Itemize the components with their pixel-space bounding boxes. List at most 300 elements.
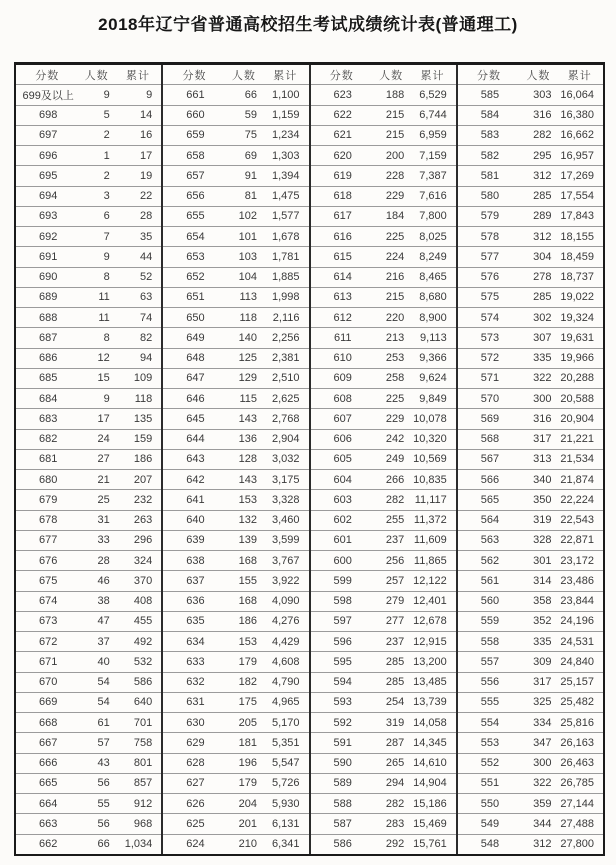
count-cell: 168 <box>238 595 258 608</box>
table-row <box>16 126 161 146</box>
count-cell: 319 <box>533 514 552 527</box>
cumulative-cell: 2,625 <box>271 392 300 405</box>
cumulative-cell: 82 <box>139 331 153 344</box>
score-cell: 645 <box>186 412 205 425</box>
score-cell: 641 <box>186 493 205 506</box>
score-cell: 609 <box>333 372 352 385</box>
score-cell: 640 <box>186 514 205 527</box>
score-cell: 586 <box>333 838 352 851</box>
cumulative-cell: 9,849 <box>419 392 447 405</box>
score-cell: 677 <box>39 534 58 547</box>
score-cell: 659 <box>186 129 205 142</box>
table-row <box>163 511 308 531</box>
cumulative-column-header: 累计 <box>273 69 298 82</box>
count-cell: 81 <box>244 190 258 203</box>
count-cell: 302 <box>533 311 552 324</box>
table-row <box>163 430 308 450</box>
table-row <box>163 227 308 247</box>
cumulative-cell: 186 <box>133 453 153 466</box>
table-row <box>163 308 308 328</box>
count-cell: 359 <box>533 797 552 810</box>
count-cell: 220 <box>385 311 405 324</box>
table-row <box>163 146 308 166</box>
table-row <box>16 754 161 774</box>
score-cell: 669 <box>39 696 58 709</box>
count-cell: 91 <box>244 169 258 182</box>
table-row <box>16 470 161 490</box>
cumulative-cell: 12,915 <box>413 635 447 648</box>
table-row <box>163 774 308 794</box>
table-row <box>458 754 603 774</box>
table-row <box>16 308 161 328</box>
table-row <box>16 733 161 753</box>
count-cell: 66 <box>97 838 110 851</box>
cumulative-cell: 18,155 <box>560 230 594 243</box>
cumulative-cell: 19,324 <box>560 311 594 324</box>
table-row <box>458 207 603 227</box>
score-cell: 557 <box>480 655 500 668</box>
cumulative-cell: 21,874 <box>560 473 594 486</box>
count-cell: 229 <box>385 190 405 203</box>
table-row <box>311 268 456 288</box>
score-cell: 625 <box>186 817 205 830</box>
cumulative-cell: 11,372 <box>413 514 447 527</box>
score-cell: 689 <box>39 291 58 304</box>
cumulative-cell: 74 <box>139 311 153 324</box>
count-cell: 59 <box>244 109 258 122</box>
count-cell: 8 <box>103 271 110 284</box>
count-cell: 255 <box>385 514 405 527</box>
count-cell: 313 <box>533 453 552 466</box>
score-cell: 656 <box>186 190 205 203</box>
score-cell: 576 <box>480 271 500 284</box>
count-cell: 316 <box>533 412 552 425</box>
score-cell: 552 <box>480 757 500 770</box>
count-cell: 279 <box>385 595 405 608</box>
count-cell: 317 <box>533 433 552 446</box>
cumulative-cell: 109 <box>133 372 153 385</box>
count-cell: 181 <box>238 736 258 749</box>
table-row <box>163 652 308 672</box>
score-cell: 596 <box>333 635 352 648</box>
score-cell: 691 <box>39 250 58 263</box>
cumulative-cell: 22,871 <box>560 534 594 547</box>
score-cell: 670 <box>39 676 58 689</box>
count-cell: 312 <box>533 169 552 182</box>
score-cell: 570 <box>480 392 500 405</box>
score-cell: 615 <box>333 250 352 263</box>
table-row <box>16 794 161 814</box>
table-row <box>16 430 161 450</box>
table-row <box>311 349 456 369</box>
score-cell: 643 <box>186 453 205 466</box>
score-cell: 594 <box>333 676 352 689</box>
table-row <box>16 673 161 693</box>
cumulative-cell: 701 <box>133 716 153 729</box>
count-cell: 2 <box>103 129 110 142</box>
score-cell: 623 <box>333 88 352 101</box>
table-row <box>458 673 603 693</box>
table-row <box>163 207 308 227</box>
count-cell: 5 <box>103 109 110 122</box>
cumulative-cell: 5,547 <box>271 757 300 770</box>
cumulative-cell: 9,624 <box>419 372 447 385</box>
page-title: 2018年辽宁省普通高校招生考试成绩统计表(普通理工) <box>98 15 518 34</box>
cumulative-cell: 4,790 <box>271 676 300 689</box>
count-cell: 224 <box>385 250 405 263</box>
score-cell: 672 <box>39 635 58 648</box>
cumulative-cell: 6,959 <box>419 129 447 142</box>
count-cell: 213 <box>385 331 405 344</box>
score-cell: 674 <box>39 595 58 608</box>
score-cell: 683 <box>39 412 58 425</box>
count-column-header: 人数 <box>526 69 551 82</box>
count-cell: 277 <box>385 615 405 628</box>
count-cell: 179 <box>238 777 258 790</box>
score-cell: 575 <box>480 291 500 304</box>
count-cell: 215 <box>385 291 405 304</box>
table-row <box>311 652 456 672</box>
score-cell: 632 <box>186 676 205 689</box>
cumulative-cell: 2,768 <box>271 412 300 425</box>
score-cell: 635 <box>186 615 205 628</box>
table-row <box>16 450 161 470</box>
count-cell: 168 <box>238 554 258 567</box>
cumulative-cell: 22 <box>139 190 153 203</box>
score-cell: 579 <box>480 210 500 223</box>
cumulative-cell: 7,387 <box>419 169 447 182</box>
table-row <box>311 673 456 693</box>
count-cell: 215 <box>385 109 405 122</box>
score-cell: 581 <box>480 169 500 182</box>
count-cell: 1 <box>103 149 110 162</box>
table-row <box>163 612 308 632</box>
table-row <box>311 592 456 612</box>
score-cell: 587 <box>333 817 352 830</box>
score-cell: 695 <box>39 169 58 182</box>
count-cell: 285 <box>533 190 552 203</box>
score-cell: 578 <box>480 230 500 243</box>
cumulative-cell: 8,680 <box>419 291 447 304</box>
table-row <box>311 430 456 450</box>
score-cell: 585 <box>480 88 500 101</box>
cumulative-cell: 6,529 <box>419 88 447 101</box>
table-row <box>16 207 161 227</box>
count-cell: 216 <box>385 271 405 284</box>
count-cell: 2 <box>103 169 110 182</box>
table-row <box>311 369 456 389</box>
cumulative-cell: 14 <box>139 109 153 122</box>
score-cell: 678 <box>39 514 58 527</box>
count-cell: 282 <box>385 493 405 506</box>
score-cell: 553 <box>480 736 500 749</box>
score-cell: 605 <box>333 453 352 466</box>
table-row <box>163 693 308 713</box>
count-cell: 139 <box>238 534 258 547</box>
cumulative-cell: 135 <box>133 412 153 425</box>
table-row <box>458 794 603 814</box>
count-cell: 237 <box>385 635 405 648</box>
count-cell: 322 <box>533 777 552 790</box>
table-row <box>458 774 603 794</box>
count-cell: 225 <box>385 392 405 405</box>
score-table <box>14 62 605 856</box>
table-row <box>163 490 308 510</box>
table-row <box>311 774 456 794</box>
cumulative-cell: 18,459 <box>560 250 594 263</box>
score-cell: 642 <box>186 473 205 486</box>
count-cell: 312 <box>533 230 552 243</box>
score-cell: 673 <box>39 615 58 628</box>
count-cell: 15 <box>97 372 110 385</box>
cumulative-column-header: 累计 <box>420 69 445 82</box>
score-cell: 671 <box>39 655 58 668</box>
cumulative-cell: 17,269 <box>560 169 594 182</box>
score-cell: 637 <box>186 574 205 587</box>
cumulative-cell: 15,186 <box>413 797 447 810</box>
cumulative-cell: 1,577 <box>271 210 300 223</box>
count-cell: 237 <box>385 534 405 547</box>
score-group <box>16 65 161 854</box>
count-cell: 304 <box>533 250 552 263</box>
score-cell: 621 <box>333 129 352 142</box>
cumulative-cell: 4,276 <box>271 615 300 628</box>
table-row <box>163 470 308 490</box>
table-row <box>311 106 456 126</box>
count-cell: 325 <box>533 696 552 709</box>
score-cell: 630 <box>186 716 205 729</box>
table-row <box>311 733 456 753</box>
cumulative-cell: 1,234 <box>271 129 300 142</box>
count-cell: 301 <box>533 554 552 567</box>
score-cell: 699及以上 <box>22 89 74 102</box>
table-row <box>16 268 161 288</box>
table-row <box>458 126 603 146</box>
count-cell: 352 <box>533 615 552 628</box>
count-cell: 132 <box>238 514 258 527</box>
table-row <box>311 389 456 409</box>
table-row <box>163 126 308 146</box>
count-cell: 322 <box>533 372 552 385</box>
cumulative-cell: 5,351 <box>271 736 300 749</box>
cumulative-cell: 25,816 <box>560 716 594 729</box>
score-cell: 698 <box>39 109 58 122</box>
cumulative-cell: 24,196 <box>560 615 594 628</box>
cumulative-cell: 8,025 <box>419 230 447 243</box>
table-row <box>311 713 456 733</box>
table-row <box>16 612 161 632</box>
table-row <box>16 227 161 247</box>
cumulative-cell: 12,678 <box>413 615 447 628</box>
table-row <box>163 328 308 348</box>
cumulative-cell: 8,249 <box>419 250 447 263</box>
score-cell: 657 <box>186 169 205 182</box>
score-cell: 650 <box>186 311 205 324</box>
cumulative-cell: 3,460 <box>271 514 300 527</box>
table-row <box>163 835 308 854</box>
score-cell: 574 <box>480 311 500 324</box>
table-row <box>458 106 603 126</box>
cumulative-cell: 296 <box>133 534 153 547</box>
count-cell: 143 <box>238 412 258 425</box>
score-cell: 634 <box>186 635 205 648</box>
table-row <box>16 511 161 531</box>
table-row <box>311 187 456 207</box>
table-row <box>163 268 308 288</box>
cumulative-cell: 1,781 <box>271 250 300 263</box>
cumulative-cell: 23,844 <box>560 595 594 608</box>
score-cell: 655 <box>186 210 205 223</box>
score-cell: 693 <box>39 210 58 223</box>
cumulative-cell: 2,904 <box>271 433 300 446</box>
table-row <box>163 592 308 612</box>
count-cell: 242 <box>385 433 405 446</box>
score-cell: 654 <box>186 230 205 243</box>
count-cell: 256 <box>385 554 405 567</box>
cumulative-cell: 801 <box>133 757 153 770</box>
cumulative-cell: 52 <box>139 271 153 284</box>
score-group <box>309 65 456 854</box>
table-row <box>311 632 456 652</box>
score-cell: 633 <box>186 655 205 668</box>
cumulative-cell: 6,744 <box>419 109 447 122</box>
score-cell: 688 <box>39 311 58 324</box>
cumulative-cell: 22,224 <box>560 493 594 506</box>
score-cell: 549 <box>480 817 500 830</box>
count-cell: 225 <box>385 230 405 243</box>
table-row <box>16 85 161 105</box>
cumulative-cell: 28 <box>139 210 153 223</box>
count-cell: 55 <box>97 797 110 810</box>
cumulative-cell: 1,475 <box>271 190 300 203</box>
score-cell: 626 <box>186 797 205 810</box>
count-cell: 6 <box>103 210 110 223</box>
count-cell: 103 <box>238 250 258 263</box>
cumulative-cell: 17,554 <box>560 190 594 203</box>
table-row <box>163 187 308 207</box>
score-cell: 661 <box>186 88 205 101</box>
score-cell: 684 <box>39 392 58 405</box>
count-cell: 140 <box>238 331 258 344</box>
score-cell: 620 <box>333 149 352 162</box>
table-row <box>311 551 456 571</box>
score-cell: 686 <box>39 352 58 365</box>
table-row <box>16 490 161 510</box>
score-cell: 662 <box>39 838 58 851</box>
cumulative-cell: 1,159 <box>271 109 300 122</box>
count-cell: 102 <box>238 210 258 223</box>
score-cell: 675 <box>39 574 58 587</box>
table-row <box>311 571 456 591</box>
table-row <box>311 511 456 531</box>
table-row <box>458 166 603 186</box>
cumulative-cell: 5,726 <box>271 777 300 790</box>
score-cell: 614 <box>333 271 352 284</box>
table-header-row <box>311 65 456 85</box>
table-row <box>458 349 603 369</box>
score-column-header: 分数 <box>35 69 60 82</box>
score-cell: 646 <box>186 392 205 405</box>
cumulative-cell: 232 <box>133 493 153 506</box>
table-row <box>16 592 161 612</box>
cumulative-cell: 26,785 <box>560 777 594 790</box>
score-cell: 577 <box>480 250 500 263</box>
count-cell: 309 <box>533 655 552 668</box>
score-cell: 664 <box>39 797 58 810</box>
count-cell: 69 <box>244 149 258 162</box>
cumulative-cell: 16,064 <box>560 88 594 101</box>
cumulative-cell: 1,998 <box>271 291 300 304</box>
cumulative-cell: 14,904 <box>413 777 447 790</box>
cumulative-cell: 13,739 <box>413 696 447 709</box>
table-row <box>458 308 603 328</box>
cumulative-cell: 5,930 <box>271 797 300 810</box>
cumulative-cell: 640 <box>133 696 153 709</box>
count-cell: 182 <box>238 676 258 689</box>
cumulative-cell: 18,737 <box>560 271 594 284</box>
cumulative-cell: 24,531 <box>560 635 594 648</box>
table-row <box>16 632 161 652</box>
count-cell: 101 <box>238 230 258 243</box>
count-cell: 254 <box>385 696 405 709</box>
cumulative-cell: 370 <box>133 574 153 587</box>
count-cell: 33 <box>97 534 110 547</box>
score-column-header: 分数 <box>182 69 207 82</box>
count-cell: 56 <box>97 777 110 790</box>
count-cell: 115 <box>239 392 258 405</box>
count-cell: 25 <box>97 493 110 506</box>
table-row <box>16 835 161 854</box>
cumulative-cell: 2,116 <box>272 311 300 324</box>
cumulative-column-header: 累计 <box>567 69 592 82</box>
cumulative-cell: 16,662 <box>560 129 594 142</box>
table-row <box>311 146 456 166</box>
cumulative-cell: 12,122 <box>413 574 447 587</box>
cumulative-cell: 1,885 <box>271 271 300 284</box>
count-cell: 229 <box>385 412 405 425</box>
count-cell: 283 <box>385 817 405 830</box>
cumulative-cell: 912 <box>133 797 153 810</box>
score-cell: 601 <box>333 534 352 547</box>
cumulative-cell: 1,100 <box>271 88 300 101</box>
count-cell: 54 <box>97 696 110 709</box>
table-row <box>311 470 456 490</box>
cumulative-cell: 3,032 <box>271 453 300 466</box>
table-row <box>163 794 308 814</box>
count-cell: 43 <box>97 757 110 770</box>
score-cell: 617 <box>333 210 352 223</box>
cumulative-cell: 19,631 <box>560 331 594 344</box>
count-cell: 294 <box>385 777 405 790</box>
table-row <box>458 571 603 591</box>
score-cell: 602 <box>333 514 352 527</box>
cumulative-cell: 26,463 <box>560 757 594 770</box>
score-cell: 651 <box>186 291 205 304</box>
cumulative-cell: 23,172 <box>560 554 594 567</box>
score-cell: 603 <box>333 493 352 506</box>
table-row <box>458 85 603 105</box>
cumulative-cell: 9,113 <box>420 331 447 344</box>
count-cell: 282 <box>385 797 405 810</box>
count-cell: 307 <box>533 331 552 344</box>
score-cell: 611 <box>333 331 352 344</box>
table-row <box>458 409 603 429</box>
table-row <box>16 814 161 834</box>
count-cell: 155 <box>238 574 258 587</box>
cumulative-cell: 7,800 <box>419 210 447 223</box>
count-cell: 153 <box>238 493 258 506</box>
count-cell: 61 <box>97 716 110 729</box>
